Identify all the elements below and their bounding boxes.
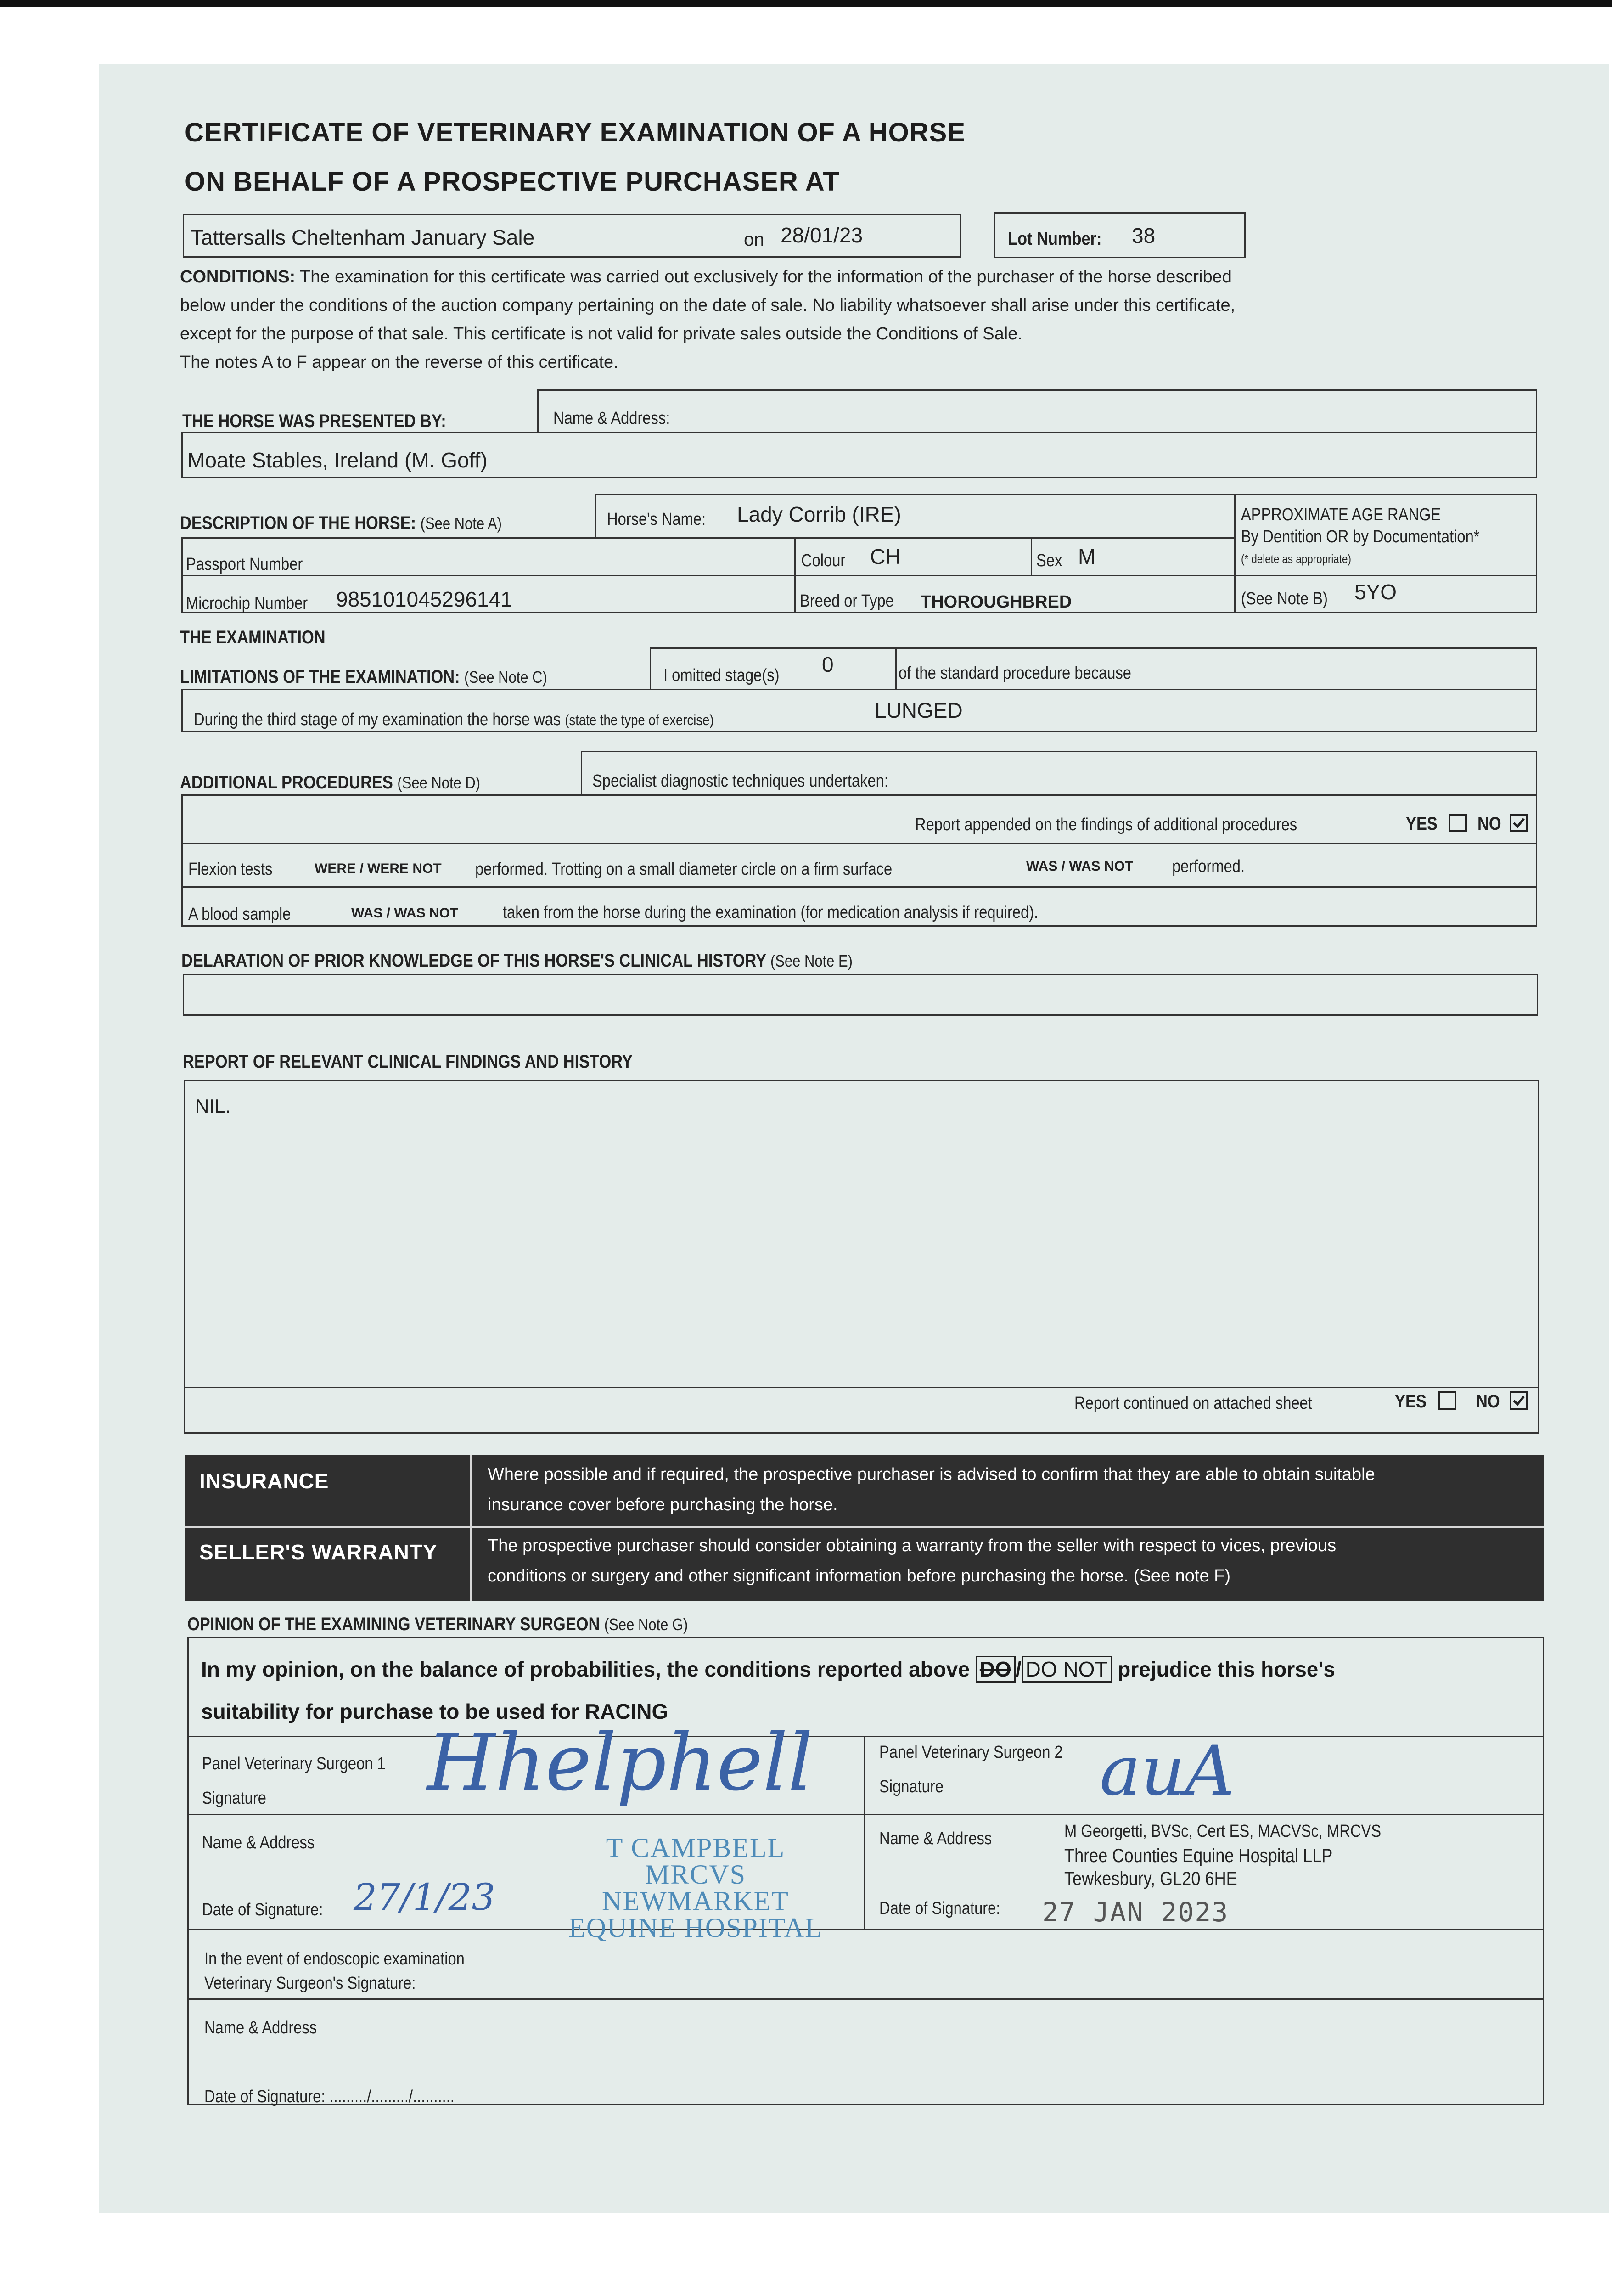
- opinion-text-2: prejudice this horse's: [1118, 1657, 1335, 1681]
- surgeon2-date[interactable]: 27 JAN 2023: [1042, 1896, 1229, 1928]
- surgeon-top-line: [187, 1736, 1544, 1737]
- endoscopic-line-2: Veterinary Surgeon's Signature:: [204, 1974, 416, 1993]
- third-stage-label: [194, 710, 714, 730]
- surgeon2-addr-3: Tewkesbury, GL20 6HE: [1064, 1868, 1237, 1889]
- additional-title: ADDITIONAL PROCEDURES: [180, 772, 393, 793]
- surgeon2-signature-label: Signature: [879, 1777, 944, 1796]
- insurance-line-1: Where possible and if required, the prospective purchaser is advised to confirm that they are able to obtain suitable: [488, 1465, 1375, 1484]
- surgeon2-addr-1: M Georgetti, BVSc, Cert ES, MACVSc, MRCVS: [1064, 1822, 1382, 1841]
- presented-name-field[interactable]: [537, 389, 1537, 432]
- insurance-label: INSURANCE: [199, 1469, 329, 1493]
- conditions-label: CONDITIONS:: [180, 267, 296, 287]
- report-label: REPORT OF RELEVANT CLINICAL FINDINGS AND HISTORY: [183, 1052, 633, 1072]
- surgeon2-date-label: Date of Signature:: [879, 1899, 1000, 1918]
- surgeon-col-divider: [864, 1736, 865, 1929]
- age-by: By Dentition OR by Documentation*: [1241, 527, 1480, 546]
- breed-label: Breed or Type: [800, 591, 894, 611]
- description-title: DESCRIPTION OF THE HORSE:: [180, 513, 416, 533]
- surgeon-bottom-line: [187, 1929, 1544, 1930]
- colour-value: CH: [870, 545, 901, 568]
- blood-label: A blood sample: [188, 905, 291, 924]
- warranty-line-1: The prospective purchaser should consider obtaining a warranty from the seller with respect to vices, previous: [488, 1536, 1337, 1555]
- additional-note: (See Note D): [397, 773, 481, 792]
- surgeon-mid-line: [187, 1814, 1544, 1815]
- appended-no-checkbox[interactable]: [1510, 814, 1528, 832]
- surgeon1-signature[interactable]: Hhelphell: [427, 1717, 813, 1808]
- limitations-note: (See Note C): [464, 668, 547, 687]
- flexion-text: performed. Trotting on a small diameter circle on a firm surface: [475, 860, 893, 879]
- panel-divider-h: [185, 1526, 1544, 1528]
- opinion-label: [187, 1614, 688, 1635]
- blood-option[interactable]: WAS / WAS NOT: [351, 906, 459, 921]
- flexion-label: Flexion tests: [188, 860, 273, 879]
- conditions-text-1: The examination for this certificate was carried out exclusively for the information of the purchaser of the horse described: [300, 267, 1232, 287]
- third-stage-note: (state the type of exercise): [565, 712, 714, 728]
- opinion-note: (See Note G): [604, 1615, 688, 1634]
- continued-yes-label: YES: [1395, 1391, 1427, 1412]
- microchip-value: 985101045296141: [336, 587, 512, 611]
- surgeon1-signature-label: Signature: [202, 1789, 266, 1808]
- opinion-slash: /: [1015, 1657, 1022, 1681]
- surgeon1-label: Panel Veterinary Surgeon 1: [202, 1754, 386, 1773]
- col-divider-sex: [1031, 537, 1032, 575]
- declaration-field[interactable]: [183, 974, 1538, 1016]
- insurance-warranty-panel: [185, 1455, 1544, 1601]
- declaration-note: (See Note E): [770, 951, 853, 970]
- opinion-text-1: In my opinion, on the balance of probabilities, the conditions reported above: [201, 1657, 970, 1681]
- continued-no-checkbox[interactable]: [1510, 1391, 1528, 1410]
- stamp-line-1: T CAMPBELL MRCVS: [606, 1833, 786, 1890]
- description-note: (See Note A): [420, 514, 502, 533]
- panel-divider-v: [470, 1455, 472, 1601]
- declaration-title: DELARATION OF PRIOR KNOWLEDGE OF THIS HORSE'S CLINICAL HISTORY: [181, 951, 766, 971]
- opinion-do-option[interactable]: DO: [976, 1656, 1016, 1683]
- blood-text: taken from the horse during the examination (for medication analysis if required).: [503, 903, 1039, 922]
- conditions-line-4: The notes A to F appear on the reverse of this certificate.: [180, 353, 618, 372]
- age-value: 5YO: [1354, 580, 1397, 604]
- report-appended-label: Report appended on the findings of additional procedures: [915, 815, 1297, 834]
- conditions-line-3: except for the purpose of that sale. This certificate is not valid for private sales outside the Conditions of Sale.: [180, 324, 1022, 343]
- continued-no-label: NO: [1476, 1391, 1500, 1412]
- presented-value: Moate Stables, Ireland (M. Goff): [187, 448, 488, 472]
- colour-label: Colour: [801, 551, 846, 570]
- report-divider: [184, 1387, 1539, 1388]
- sale-on-label: on: [744, 230, 764, 250]
- trot-performed: performed.: [1172, 857, 1245, 876]
- checkmark-icon: [1511, 1393, 1526, 1408]
- surgeon2-name-label: Name & Address: [879, 1829, 992, 1848]
- limitations-title: LIMITATIONS OF THE EXAMINATION:: [180, 667, 460, 687]
- title-line-1: CERTIFICATE OF VETERINARY EXAMINATION OF A HORSE: [185, 118, 966, 147]
- surgeon2-addr-2: Three Counties Equine Hospital LLP: [1064, 1845, 1333, 1866]
- microchip-label: Microchip Number: [186, 594, 308, 613]
- conditions-line-2: below under the conditions of the auction company pertaining on the date of sale. No liability whatsoever shall arise under this certificate,: [180, 296, 1236, 315]
- breed-value: THOROUGHBRED: [921, 592, 1072, 612]
- additional-divider-1: [181, 843, 1537, 844]
- third-stage-value: LUNGED: [875, 698, 963, 722]
- age-note: (See Note B): [1241, 589, 1328, 608]
- lot-number: 38: [1132, 224, 1156, 248]
- appended-yes-label: YES: [1406, 814, 1438, 834]
- warranty-label: SELLER'S WARRANTY: [199, 1540, 438, 1564]
- declaration-label: [181, 951, 853, 971]
- specialist-label: Specialist diagnostic techniques undertaken:: [592, 771, 888, 791]
- presented-label: THE HORSE WAS PRESENTED BY:: [182, 411, 446, 431]
- endoscopic-name-label: Name & Address: [204, 2018, 317, 2037]
- sex-value: M: [1078, 545, 1096, 568]
- surgeon1-name-label: Name & Address: [202, 1833, 315, 1852]
- endoscopic-date-label: Date of Signature: ........./........./..........: [204, 2087, 455, 2106]
- age-divider: [1235, 575, 1537, 576]
- opinion-do-not-option[interactable]: DO NOT: [1022, 1656, 1112, 1683]
- col-divider: [794, 537, 796, 613]
- omitted-label: I omitted stage(s): [663, 666, 780, 685]
- report-value: NIL.: [195, 1095, 231, 1117]
- opinion-title: OPINION OF THE EXAMINING VETERINARY SURGEON: [187, 1614, 600, 1634]
- surgeon2-label: Panel Veterinary Surgeon 2: [879, 1743, 1063, 1762]
- report-field[interactable]: [184, 1080, 1539, 1434]
- lot-label: Lot Number:: [1008, 229, 1102, 249]
- surgeon1-stamp: [553, 1835, 838, 1941]
- additional-label: [180, 772, 480, 793]
- row-divider: [181, 575, 1235, 576]
- stamp-line-2: NEWMARKET: [602, 1886, 789, 1916]
- sale-name: Tattersalls Cheltenham January Sale: [191, 225, 535, 249]
- appended-no-label: NO: [1477, 814, 1501, 834]
- endoscopic-line-1: In the event of endoscopic examination: [204, 1949, 465, 1969]
- surgeon1-date[interactable]: 27/1/23: [354, 1876, 495, 1919]
- passport-label: Passport Number: [186, 555, 303, 574]
- opinion-text-line-1: [201, 1657, 1335, 1682]
- endoscopic-line: [187, 1998, 1544, 2000]
- age-title: APPROXIMATE AGE RANGE: [1241, 505, 1441, 524]
- flexion-option[interactable]: WERE / WERE NOT: [315, 861, 442, 876]
- stamp-line-3: EQUINE HOSPITAL: [568, 1913, 823, 1943]
- horse-name: Lady Corrib (IRE): [737, 502, 901, 526]
- scan-top-edge: [0, 0, 1612, 7]
- third-stage-text: During the third stage of my examination the horse was: [194, 710, 561, 729]
- omitted-value: 0: [822, 653, 834, 676]
- examination-label: THE EXAMINATION: [180, 627, 326, 647]
- insurance-line-2: insurance cover before purchasing the horse.: [488, 1495, 838, 1514]
- surgeon1-date-label: Date of Signature:: [202, 1900, 323, 1919]
- description-label: [180, 513, 502, 534]
- warranty-line-2: conditions or surgery and other significant information before purchasing the horse. (See note F): [488, 1566, 1231, 1586]
- sale-date: 28/01/23: [781, 223, 863, 247]
- trot-option[interactable]: WAS / WAS NOT: [1026, 859, 1134, 874]
- checkmark-icon: [1511, 816, 1526, 830]
- age-delete-note: (* delete as appropriate): [1241, 552, 1351, 566]
- surgeon2-signature[interactable]: auA: [1100, 1731, 1235, 1811]
- continued-yes-checkbox[interactable]: [1438, 1391, 1456, 1410]
- presented-name-label: Name & Address:: [553, 409, 670, 428]
- sex-label: Sex: [1036, 551, 1062, 570]
- opinion-text-3: suitability for purchase to be used for RACING: [201, 1699, 668, 1723]
- limitations-label: [180, 667, 547, 687]
- omitted-divider: [895, 647, 897, 689]
- appended-yes-checkbox[interactable]: [1449, 814, 1467, 832]
- title-line-2: ON BEHALF OF A PROSPECTIVE PURCHASER AT: [185, 167, 840, 197]
- additional-divider-2: [181, 886, 1537, 888]
- omitted-suffix: of the standard procedure because: [899, 664, 1131, 683]
- report-continued-label: Report continued on attached sheet: [1074, 1394, 1312, 1413]
- conditions-line-1: [180, 263, 1232, 291]
- horse-name-label: Horse's Name:: [607, 510, 706, 529]
